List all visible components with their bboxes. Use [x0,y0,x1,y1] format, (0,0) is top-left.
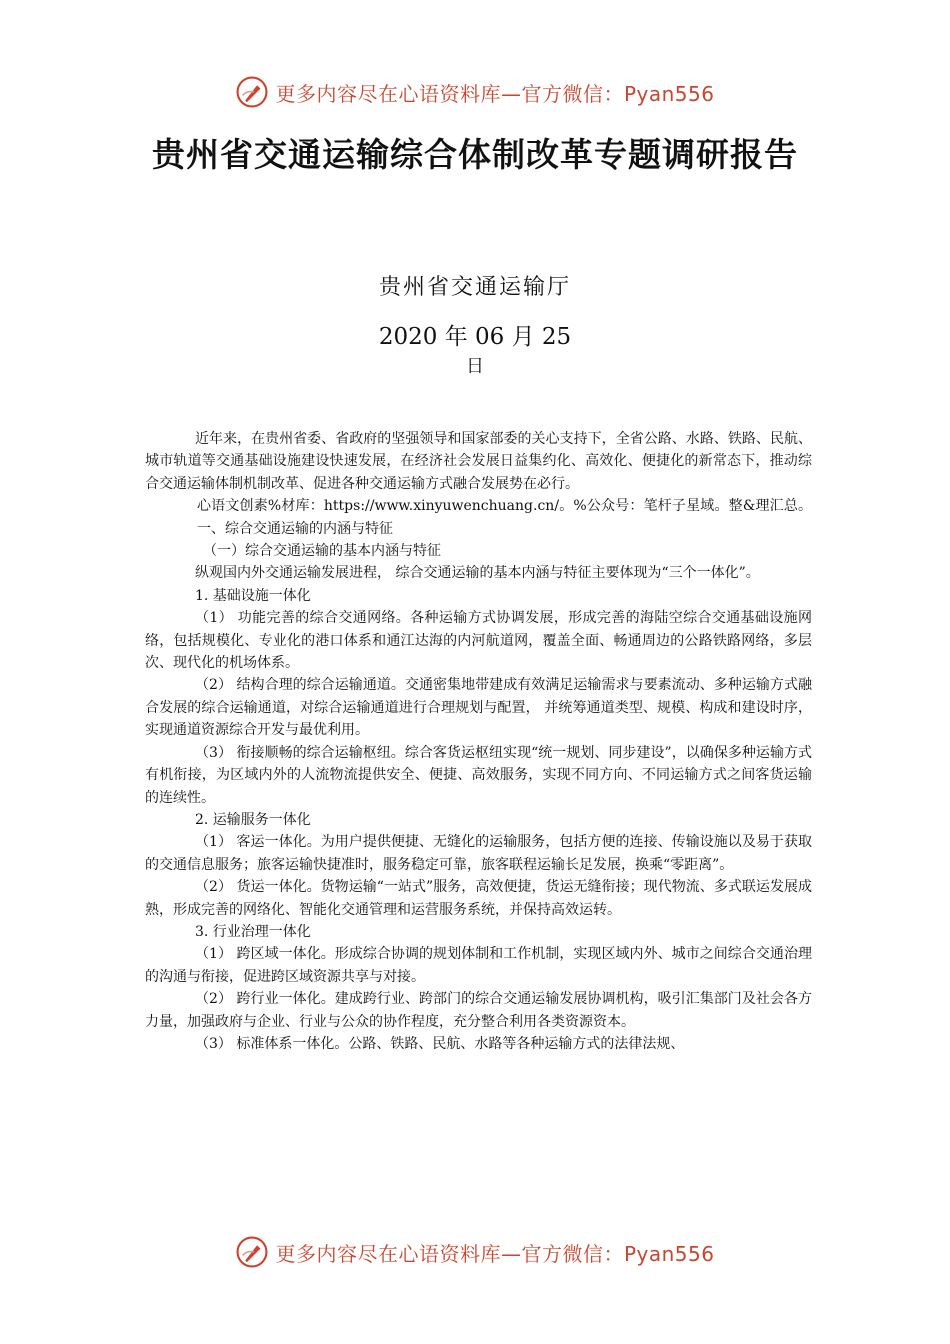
body-paragraph: 近年来，在贵州省委、省政府的坚强领导和国家部委的关心支持下，全省公路、水路、铁路、民航、城市轨道等交通基础设施建设快速发展，在经济社会发展日益集约化、高效化、便捷化的新常态下，推动综合交通运输体制机制改革、促进各种交通运输方式融合发展势在必行。 [145,431,812,492]
body-paragraph: （2） 货运一体化。货物运输“一站式”服务，高效便捷，货运无缝衔接；现代物流、多式联运发展成熟，形成完善的网络化、智能化交通管理和运营服务系统，并保持高效运转。 [145,879,812,918]
document-date-day: 日 [466,356,484,377]
document-date: 2020 年 06 月 25 [378,324,572,350]
body-paragraph: 2. 运输服务一体化 [195,811,311,828]
header-banner [0,72,950,112]
document-title: 贵州省交通运输综合体制改革专题调研报告 [152,135,798,174]
body-paragraph: （2） 跨行业一体化。建成跨行业、跨部门的综合交通运输发展协调机构，吸引汇集部门及社会各方力量，加强政府与企业、行业与公众的协作程度，充分整合利用各类资源资本。 [145,991,812,1030]
pen-nib-logo-icon [235,75,269,109]
document-body [145,428,812,1055]
body-paragraph: （1） 客运一体化。为用户提供便捷、无缝化的运输服务，包括方便的连接、传输设施以及易于获取的交通信息服务；旅客运输快捷准时，服务稳定可靠，旅客联程运输长足发展，换乘“零距离”。 [145,834,812,873]
banner-text: 更多内容尽在心语资料库—官方微信：Pyan556 [275,81,715,106]
body-paragraph: （1） 跨区域一体化。形成综合协调的规划体制和工作机制，实现区域内外、城市之间综合交通治理的沟通与衔接，促进跨区域资源共享与对接。 [145,946,812,985]
body-paragraph: （3） 衔接顺畅的综合运输枢纽。综合客货运枢纽实现“统一规划、同步建设”，以确保多种运输方式有机衔接，为区域内外的人流物流提供安全、便捷、高效服务，实现不同方向、不同运输方式之间客货运输的连续性。 [145,744,812,806]
body-paragraph: 纵观国内外交通运输发展进程， 综合交通运输的基本内涵与特征主要体现为“三个一体化”。 [195,565,760,582]
body-paragraph: （1） 功能完善的综合交通网络。各种运输方式协调发展，形成完善的海陆空综合交通基础设施网络，包括规模化、专业化的港口体系和通江达海的内河航道网，覆盖全面、畅通周边的公路铁路网络，多层次、现代化的机场体系。 [145,610,812,672]
body-paragraph: （2） 结构合理的综合运输通道。交通密集地带建成有效满足运输需求与要素流动、多种运输方式融合发展的综合运输通道，对综合运输通道进行合理规划与配置， 并统筹通道类型、规模、构成和建设时序，实现通道资源综合开发与最优利用。 [145,677,812,739]
footer-banner [0,1232,950,1272]
banner-text: 更多内容尽在心语资料库—官方微信：Pyan556 [275,1241,715,1266]
body-paragraph: （3） 标准体系一体化。公路、铁路、民航、水路等各种运输方式的法律法规、 [195,1035,685,1052]
body-paragraph: （一）综合交通运输的基本内涵与特征 [203,543,441,560]
body-paragraph: 心语文创素%材库：https://www.xinyuwenchuang.cn/。%公众号：笔杆子星域。整&理汇总。一、综合交通运输的内涵与特征 [197,498,812,537]
pen-nib-logo-icon [235,1235,269,1269]
document-author: 贵州省交通运输厅 [378,275,571,300]
body-paragraph: 1. 基础设施一体化 [195,587,311,604]
body-paragraph: 3. 行业治理一体化 [195,923,311,940]
